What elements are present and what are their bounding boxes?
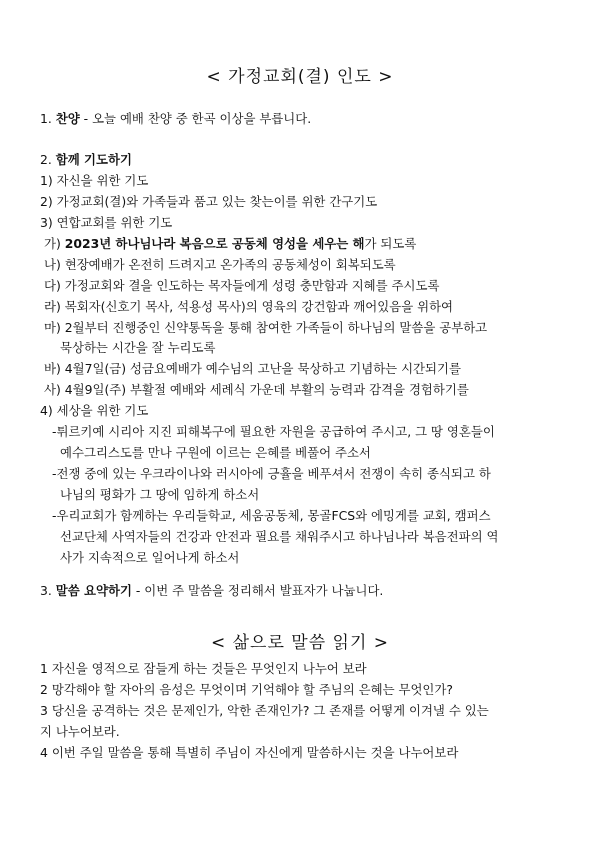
item-heading: 찬양 xyxy=(55,111,80,126)
item-pray-together xyxy=(40,152,132,168)
prayer-subline: 라) 목회자(신호기 목사, 석용성 목사)의 영육의 강건함과 깨어있음을 위하여 xyxy=(44,299,454,314)
year-theme: 2023년 하나님나라 복음으로 공동체 영성을 세우는 해 xyxy=(64,236,365,251)
world-prayer: -전쟁 중에 있는 우크라이나와 러시아에 긍휼을 베푸셔서 전쟁이 속히 종식되고 하 xyxy=(52,466,491,481)
section-title-reading: < 삶으로 말씀 읽기 > xyxy=(210,633,390,653)
prayer-line: 3) 연합교회를 위한 기도 xyxy=(40,215,173,230)
prayer-subline: 가) 2023년 하나님나라 복음으로 공동체 영성을 세우는 해가 되도록 xyxy=(44,236,417,251)
prayer-line: 4) 세상을 위한 기도 xyxy=(40,403,149,418)
item-number: 2. xyxy=(40,152,52,167)
prayer-subline-cont: 묵상하는 시간을 잘 누리도록 xyxy=(60,340,216,355)
prayer-subline: 바) 4월7일(금) 성금요예배가 예수님의 고난을 묵상하고 기념하는 시간되기를 xyxy=(44,361,461,376)
prayer-line: 1) 자신을 위한 기도 xyxy=(40,173,149,188)
item-sermon-summary xyxy=(40,583,383,599)
prayer-subline: 사) 4월9일(주) 부활절 예배와 세례식 가운데 부활의 능력과 감격을 경험하기를 xyxy=(44,382,469,397)
question-item: 3 당신을 공격하는 것은 문제인가, 악한 존재인가? 그 존재를 어떻게 이겨낼 수 있는 xyxy=(40,703,489,718)
section-title-house-church: < 가정교회(결) 인도 > xyxy=(206,67,394,87)
prayer-subline: 다) 가정교회와 결을 인도하는 목자들에게 성령 충만함과 지혜를 주시도록 xyxy=(44,278,440,293)
question-item: 1 자신을 영적으로 잠들게 하는 것들은 무엇인지 나누어 보라 xyxy=(40,661,367,676)
world-prayer-cont: 나님의 평화가 그 땅에 임하게 하소서 xyxy=(60,487,260,502)
item-number: 1. xyxy=(40,111,52,126)
item-number: 3. xyxy=(40,583,52,598)
world-prayer-cont: 사가 지속적으로 일어나게 하소서 xyxy=(60,550,240,565)
world-prayer-cont: 선교단체 사역자들의 건강과 안전과 필요를 채워주시고 하나님나라 복음전파의 역 xyxy=(60,529,499,544)
world-prayer: -우리교회가 함께하는 우리들학교, 세움공동체, 몽골FCS와 에밍게를 교회, 캠퍼스 xyxy=(52,508,491,523)
question-item: 2 망각해야 할 자아의 음성은 무엇이며 기억해야 할 주님의 은혜는 무엇인가? xyxy=(40,682,453,697)
prayer-subline: 마) 2월부터 진행중인 신약통독을 통해 참여한 가족들이 하나님의 말씀을 공부하고 xyxy=(44,320,488,335)
question-item: 4 이번 주일 말씀을 통해 특별히 주님이 자신에게 말씀하시는 것을 나누어보라 xyxy=(40,745,459,760)
question-item-cont: 지 나누어보라. xyxy=(40,724,120,739)
prayer-line: 2) 가정교회(결)와 가족들과 품고 있는 찾는이를 위한 간구기도 xyxy=(40,194,378,209)
item-praise xyxy=(40,111,311,127)
item-text: - 오늘 예배 찬양 중 한곡 이상을 부릅니다. xyxy=(79,111,312,126)
item-heading: 말씀 요약하기 xyxy=(55,583,132,598)
prayer-subline: 나) 현장예배가 온전히 드려지고 온가족의 공동체성이 회복되도록 xyxy=(44,257,396,272)
world-prayer-cont: 예수그리스도를 만나 구원에 이르는 은혜를 베풀어 주소서 xyxy=(60,445,371,460)
world-prayer: -튀르키예 시리아 지진 피해복구에 필요한 자원을 공급하여 주시고, 그 땅 영혼들이 xyxy=(52,424,495,439)
item-text: - 이번 주 말씀을 정리해서 발표자가 나눕니다. xyxy=(131,583,384,598)
item-heading: 함께 기도하기 xyxy=(55,152,132,167)
